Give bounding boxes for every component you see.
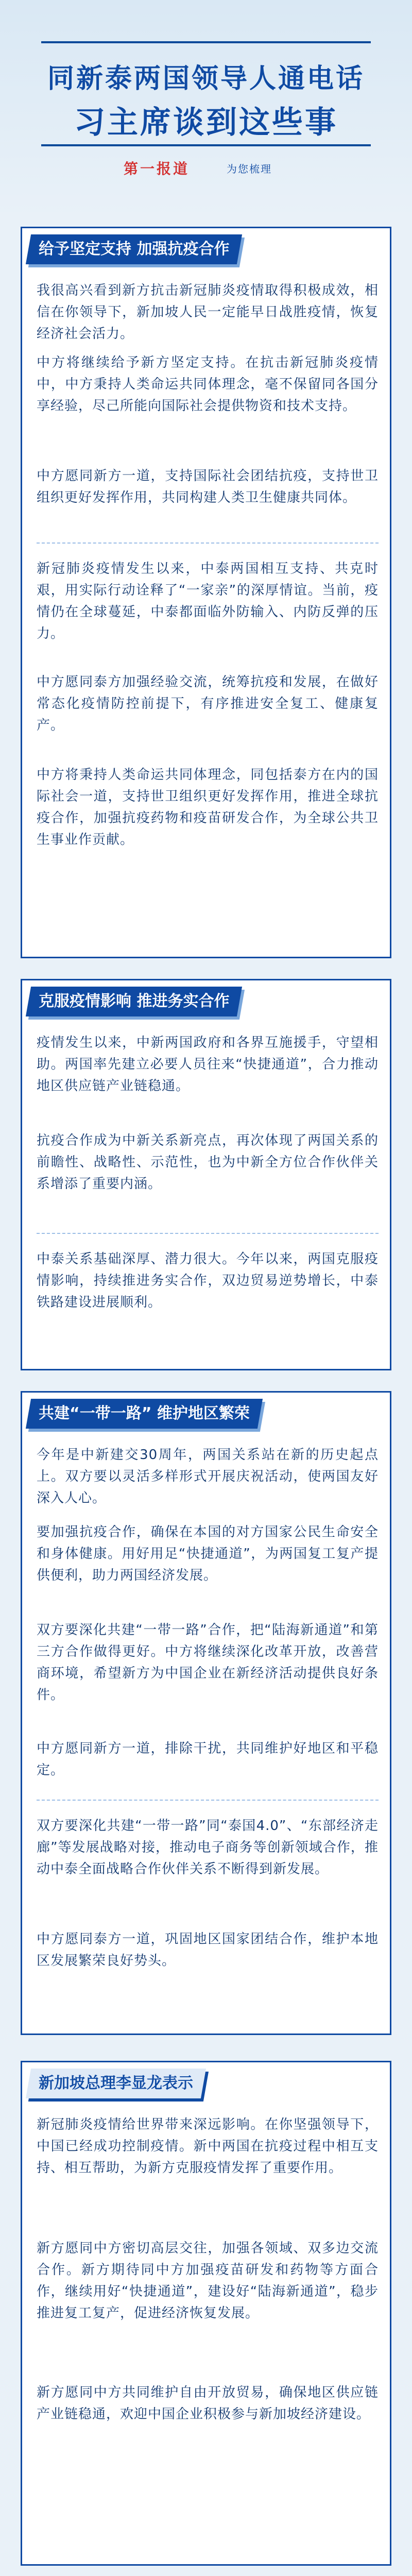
- paragraph: 我很高兴看到新方抗击新冠肺炎疫情取得积极成效，相信在你领导下，新加坡人民一定能早日战胜疫情，恢复经济社会活力。: [37, 283, 379, 342]
- paragraph: 新冠肺炎疫情给世界带来深远影响。在你坚强领导下，中国已经成功控制疫情。新中两国在抗疫过程中相互支持、相互帮助，为新方克服疫情发挥了重要作用。: [37, 2117, 379, 2176]
- article-header: [0, 0, 412, 216]
- section-divider: [37, 543, 379, 544]
- section-heading-text: 给予坚定支持 加强抗疫合作: [39, 240, 230, 258]
- paragraph: 新方愿同中方密切高层交往，加强各领域、双多边交流合作。新方期待同中方加强疫苗研发和药物等方面合作，继续用好“快捷通道”，建设好“陆海新通道”，稳步推进复工复产，促进经济恢复发展。: [37, 2241, 379, 2321]
- section-practical-cooperation: [21, 979, 391, 1370]
- paragraph: 今年是中新建交30周年，两国关系站在新的历史起点上。双方要以灵活多样形式开展庆祝活动，使两国友好深入人心。: [37, 1447, 379, 1506]
- paragraph: 疫情发生以来，中新两国政府和各界互施援手，守望相助。两国率先建立必要人员往来“快捷通道”，合力推动地区供应链产业链稳通。: [37, 1035, 379, 1094]
- paragraph: 中方将继续给予新方坚定支持。在抗击新冠肺炎疫情中，中方秉持人类命运共同体理念，毫不保留同各国分享经验，尽己所能向国际社会提供物资和技术支持。: [37, 355, 379, 414]
- series-subtitle: 为您梳理: [227, 163, 272, 175]
- section-heading-text: 共建“一带一路” 维护地区繁荣: [39, 1404, 250, 1422]
- section-divider: [37, 1800, 379, 1801]
- section-divider: [37, 1233, 379, 1234]
- series-mark: 第一报道: [124, 160, 190, 177]
- section-support-cooperation: [21, 227, 391, 958]
- paragraph: 中方愿同新方一道，支持国际社会团结抗疫，支持世卫组织更好发挥作用，共同构建人类卫生健康共同体。: [37, 468, 379, 505]
- section-heading: [26, 2069, 206, 2098]
- header-top-rule: [41, 41, 371, 43]
- paragraph: 中方愿同新方一道，排除干扰，共同维护好地区和平稳定。: [37, 1741, 379, 1778]
- section-heading-text: 新加坡总理李显龙表示: [39, 2074, 193, 2092]
- paragraph: 中泰关系基础深厚、潜力很大。今年以来，两国克服疫情影响，持续推进务实合作，双边贸易逆势增长，中泰铁路建设进展顺利。: [37, 1251, 379, 1310]
- paragraph: 新方愿同中方共同维护自由开放贸易，确保地区供应链产业链稳通，欢迎中国企业积极参与新加坡经济建设。: [37, 2385, 379, 2422]
- section-heading: [26, 234, 243, 264]
- paragraph: 双方要深化共建“一带一路”同“泰国4.0”、“东部经济走廊”等发展战略对接，推动电子商务等创新领域合作，推动中泰全面战略合作伙伴关系不断得到新发展。: [37, 1818, 379, 1877]
- header-bottom-rule: [41, 144, 371, 146]
- section-heading: [26, 987, 243, 1016]
- title-line-1: 同新泰两国领导人通电话: [47, 63, 365, 94]
- paragraph: 要加强抗疫合作，确保在本国的对方国家公民生命安全和身体健康。用好用足“快捷通道”，为两国复工复产提供便利，助力两国经济发展。: [37, 1524, 379, 1583]
- section-singapore-pm: [21, 2061, 391, 2566]
- paragraph: 抗疫合作成为中新关系新亮点，再次体现了两国关系的前瞻性、战略性、示范性，也为中新全方位合作伙伴关系增添了重要内涵。: [37, 1133, 379, 1192]
- section-heading: [26, 1399, 263, 1429]
- paragraph: 中方愿同泰方加强经验交流，统筹抗疫和发展，在做好常态化疫情防控前提下，有序推进安全复工、健康复产。: [37, 674, 379, 733]
- section-heading-text: 克服疫情影响 推进务实合作: [39, 992, 230, 1010]
- title-line-2: 习主席谈到这些事: [74, 105, 338, 141]
- paragraph: 中方愿同泰方一道，巩固地区国家团结合作，维护本地区发展繁荣良好势头。: [37, 1931, 379, 1969]
- paragraph: 双方要深化共建“一带一路”合作，把“陆海新通道”和第三方合作做得更好。中方将继续深化改革开放，改善营商环境，希望新方为中国企业在新经济活动提供良好条件。: [37, 1622, 379, 1703]
- paragraph: 中方将秉持人类命运共同体理念，同包括泰方在内的国际社会一道，支持世卫组织更好发挥作用，推进全球抗疫合作，加强抗疫药物和疫苗研发合作，为全球公共卫生事业作贡献。: [37, 767, 379, 848]
- paragraph: 新冠肺炎疫情发生以来，中泰两国相互支持、共克时艰，用实际行动诠释了“一家亲”的深厚情谊。当前，疫情仍在全球蔓延，中泰都面临外防输入、内防反弹的压力。: [37, 561, 379, 641]
- section-belt-and-road: [21, 1391, 391, 2035]
